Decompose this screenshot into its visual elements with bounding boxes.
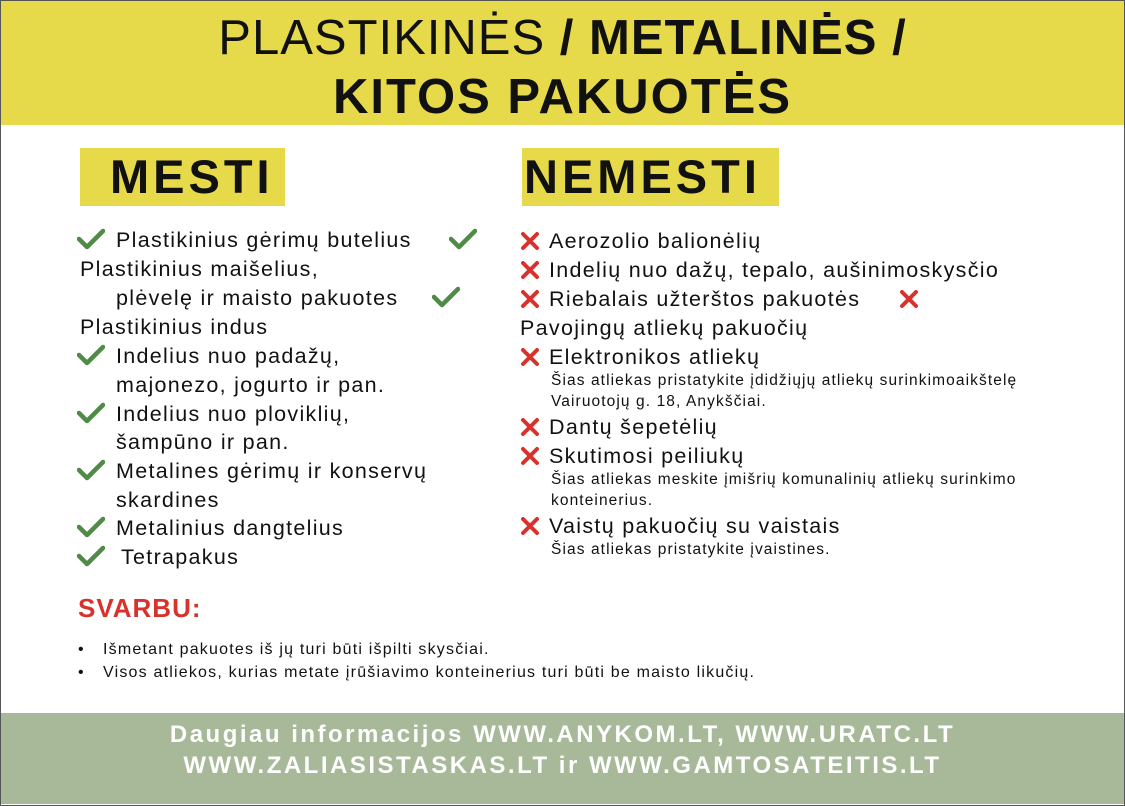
cross-icon <box>520 231 540 251</box>
check-icon <box>77 459 105 481</box>
title-line-2: KITOS PAKUOTĖS <box>332 70 793 124</box>
mesti-item: Indelius nuo ploviklių, <box>116 402 351 426</box>
check-icon <box>432 286 460 308</box>
mesti-heading: MESTI <box>80 148 285 206</box>
title-plastic: PLASTIKINĖS <box>218 11 546 65</box>
check-icon <box>77 228 105 250</box>
check-icon <box>77 402 105 424</box>
nemesti-item: Elektronikos atliekų <box>549 345 761 369</box>
cross-icon <box>899 289 919 309</box>
important-title: SVARBU: <box>78 593 202 623</box>
title-metal: METALINĖS / <box>589 11 907 65</box>
important-bullet-text: Išmetant pakuotes iš jų turi būti išpilti skysčiai. <box>103 641 490 658</box>
cross-icon <box>520 417 540 437</box>
footer-line-2: WWW.ZALIASISTASKAS.LT ir WWW.GAMTOSATEITIS.LT <box>183 752 942 779</box>
mesti-item: plėvelę ir maisto pakuotes <box>116 286 399 310</box>
nemesti-note: Šias atliekas pristatykite įvaistines. <box>551 541 831 558</box>
nemesti-note: konteinerius. <box>551 492 654 509</box>
check-icon <box>77 516 105 538</box>
nemesti-note: Šias atliekas pristatykite įdidžiųjų atliekų surinkimoaikštelę <box>551 372 1018 389</box>
footer-line-1: Daugiau informacijos WWW.ANYKOM.LT, WWW.URATC.LT <box>169 721 956 748</box>
mesti-item: skardines <box>116 488 220 512</box>
mesti-item: Metalines gėrimų ir konservų <box>116 459 428 483</box>
mesti-item: Tetrapakus <box>121 545 240 569</box>
nemesti-heading: NEMESTI <box>522 148 779 206</box>
check-icon <box>77 344 105 366</box>
check-icon <box>77 545 105 567</box>
title-separator: / <box>545 11 590 65</box>
nemesti-note: Vairuotojų g. 18, Anykščiai. <box>551 393 767 410</box>
title-line-1 <box>0 11 1125 65</box>
cross-icon <box>520 289 540 309</box>
check-icon <box>449 228 477 250</box>
nemesti-note: Šias atliekas meskite įmišrių komunalinių atliekų surinkimo <box>551 471 1017 488</box>
nemesti-item: Dantų šepetėlių <box>549 415 718 439</box>
mesti-item: majonezo, jogurto ir pan. <box>116 373 386 397</box>
cross-icon <box>520 347 540 367</box>
nemesti-item: Skutimosi peiliukų <box>549 444 745 468</box>
important-bullet-text: Visos atliekos, kurias metate įrūšiavimo konteinerius turi būti be maisto likučių. <box>103 664 756 681</box>
nemesti-item: Vaistų pakuočių su vaistais <box>549 514 841 538</box>
nemesti-item: Pavojingų atliekų pakuočių <box>520 316 809 340</box>
important-bullet <box>78 642 490 658</box>
mesti-item: Indelius nuo padažų, <box>116 344 341 368</box>
mesti-item: Plastikinius gėrimų butelius <box>116 228 412 252</box>
mesti-item: Metalinius dangtelius <box>116 516 345 540</box>
nemesti-item: Indelių nuo dažų, tepalo, aušinimoskysčio <box>549 258 1000 282</box>
bullet-dot: • <box>78 641 85 658</box>
nemesti-item: Riebalais užterštos pakuotės <box>549 287 861 311</box>
important-bullet <box>78 665 755 681</box>
mesti-item: šampūno ir pan. <box>116 430 290 454</box>
mesti-item: Plastikinius indus <box>80 315 269 339</box>
cross-icon <box>520 516 540 536</box>
mesti-item: Plastikinius maišelius, <box>80 257 319 281</box>
nemesti-item: Aerozolio balionėlių <box>549 229 762 253</box>
bullet-dot: • <box>78 664 85 681</box>
cross-icon <box>520 446 540 466</box>
cross-icon <box>520 260 540 280</box>
